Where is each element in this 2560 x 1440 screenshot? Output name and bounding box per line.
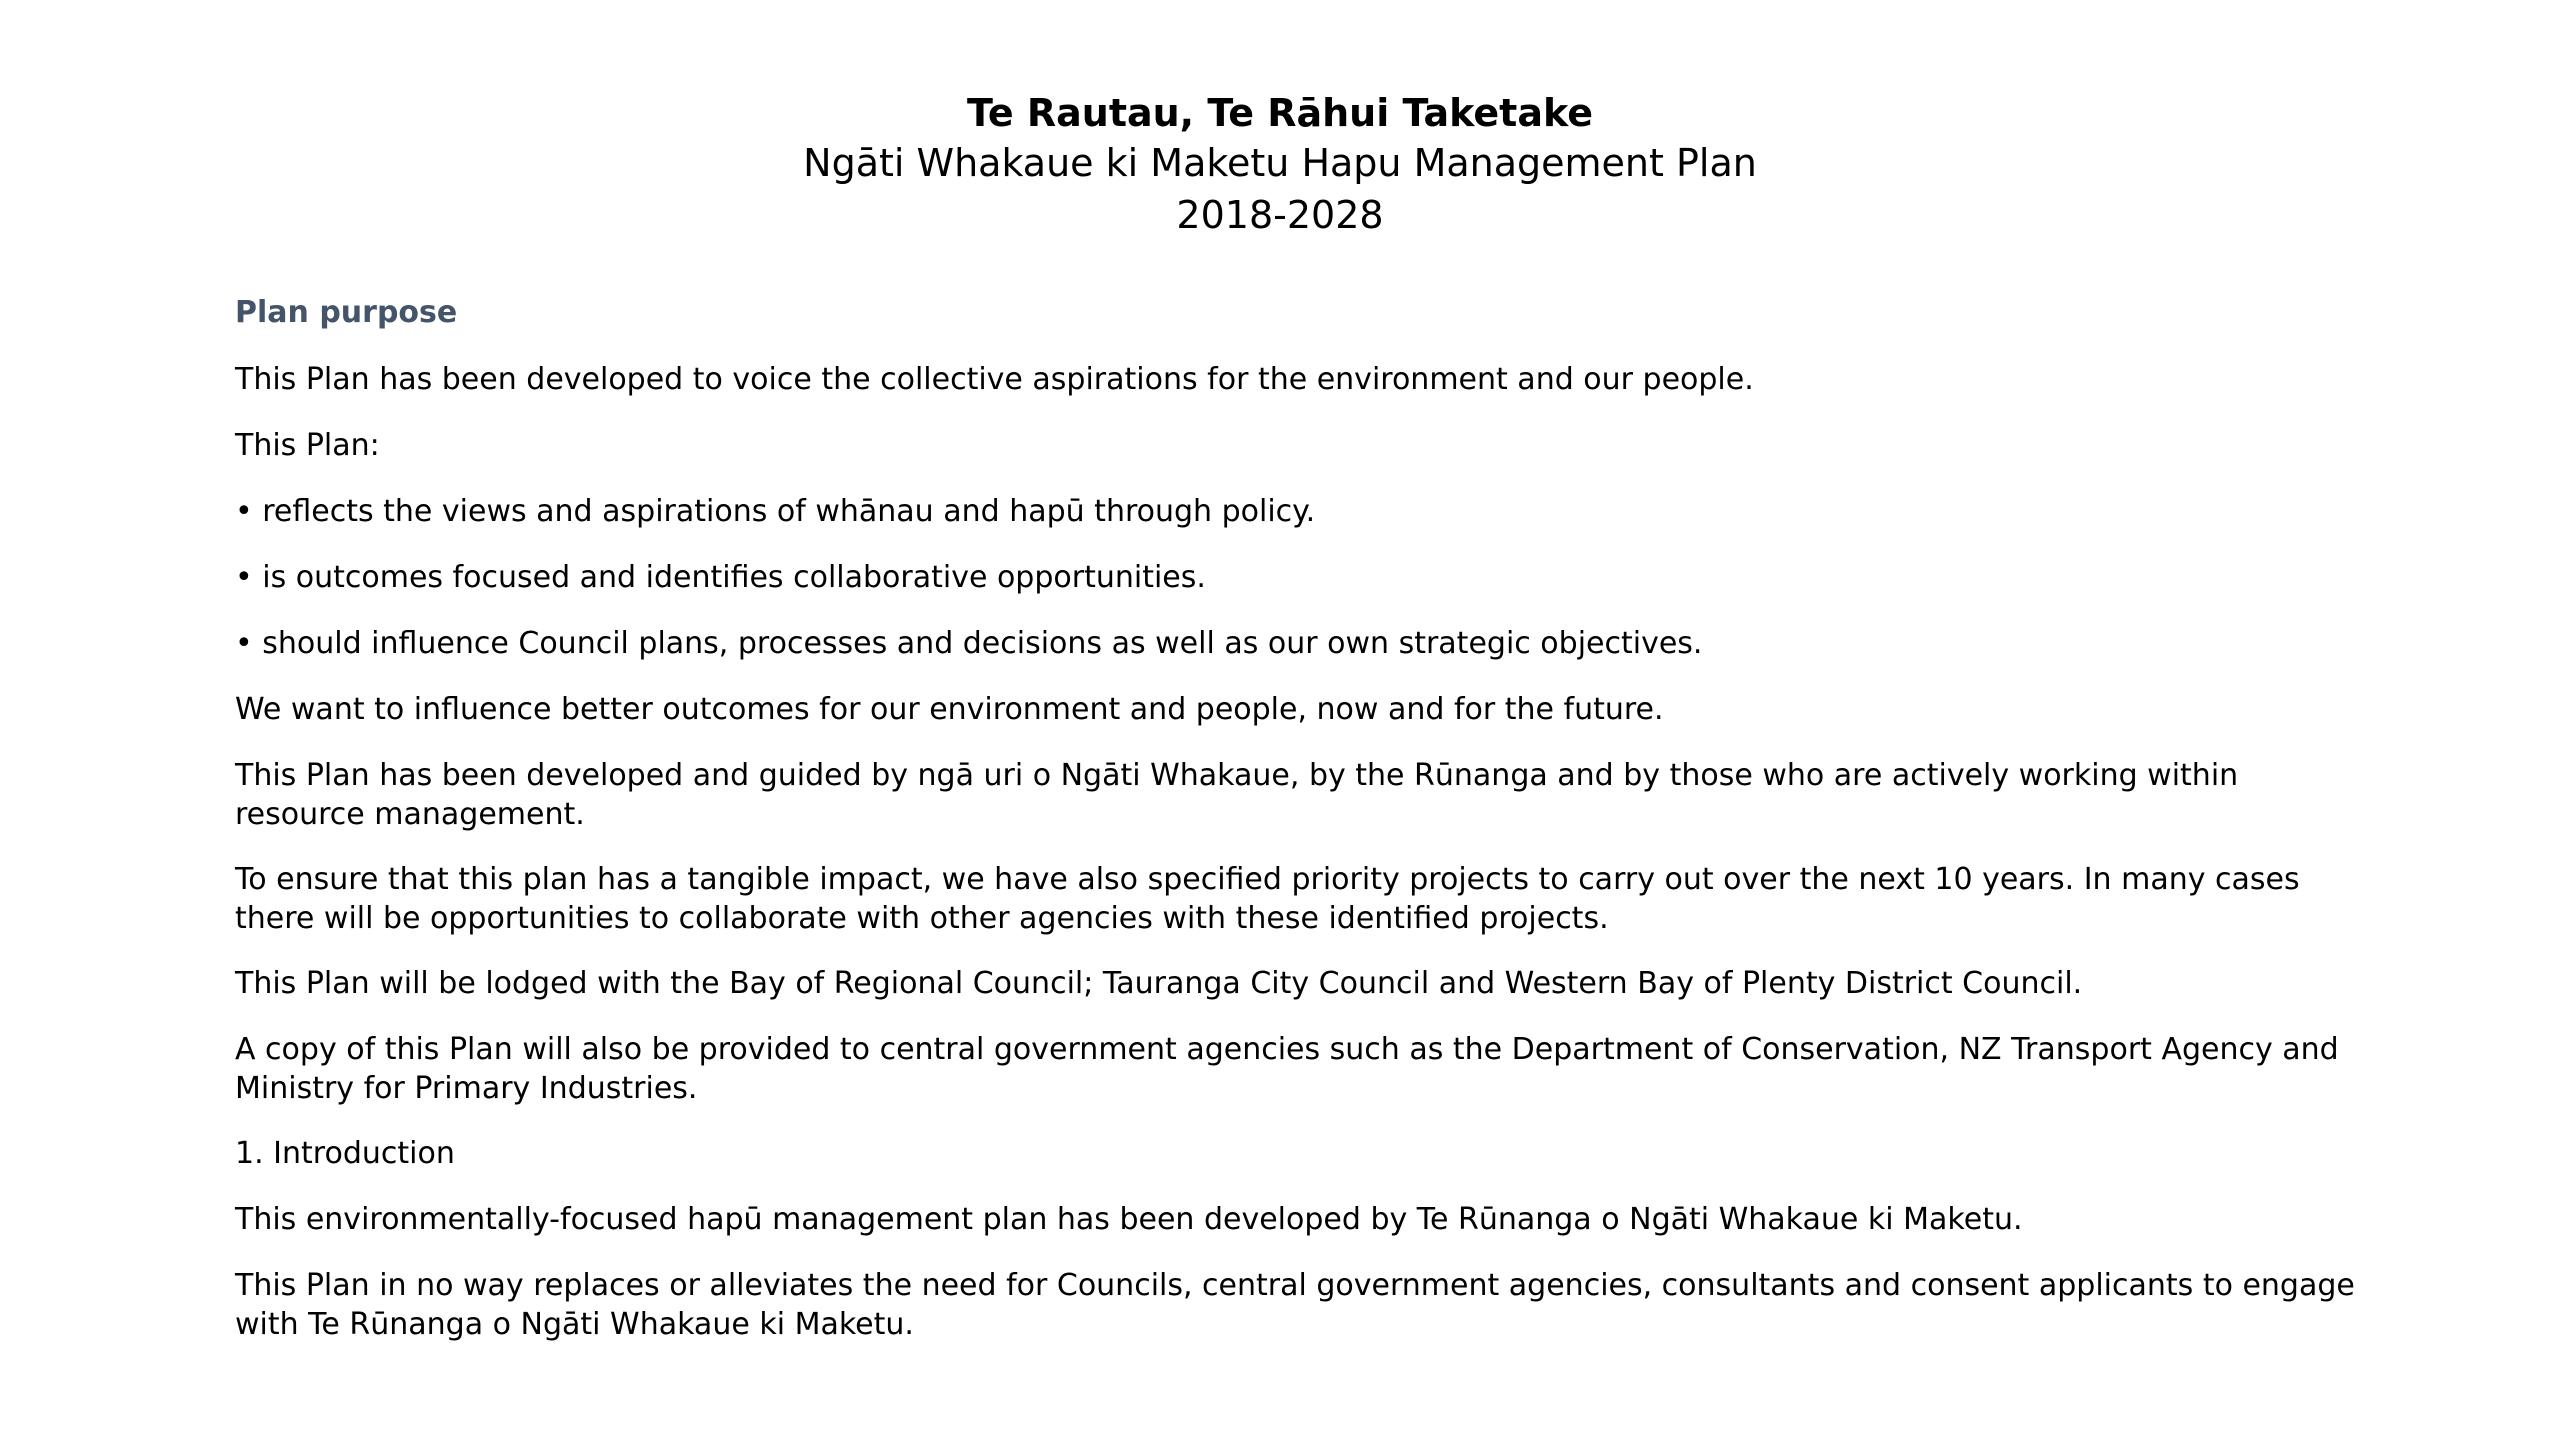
paragraph-tangible-impact: To ensure that this plan has a tangible impact, we have also specified priority projects to carry out over the next 10 years. In many cases there will be opportunities to collaborate with other agencies with these identified projects. <box>235 862 2300 936</box>
bullet-item: • is outcomes focused and identifies collaborative opportunities. <box>235 558 2375 597</box>
paragraph-copy-provided: A copy of this Plan will also be provided to central government agencies such as the Department of Conservation, NZ Transport Agency and Ministry for Primary Industries. <box>235 1032 2339 1106</box>
bullet-item: • should influence Council plans, processes and decisions as well as our own strategic objectives. <box>235 624 2375 663</box>
document-header <box>0 90 2560 240</box>
section-heading-introduction: 1. Introduction <box>235 1136 455 1171</box>
section-heading-plan-purpose: Plan purpose <box>235 295 458 330</box>
bullet-item: • reflects the views and aspirations of whānau and hapū through policy. <box>235 492 2375 531</box>
paragraph-this-plan: This Plan: <box>235 428 380 463</box>
paragraph-purpose: This Plan has been developed to voice the collective aspirations for the environment and our people. <box>235 362 1754 397</box>
paragraph-guided-by: This Plan has been developed and guided by ngā uri o Ngāti Whakaue, by the Rūnanga and by those who are actively working within resource management. <box>235 758 2239 832</box>
document-title: Te Rautau, Te Rāhui Taketake <box>966 91 1594 135</box>
document-body <box>235 294 2375 1371</box>
paragraph-introduction: This environmentally-focused hapū management plan has been developed by Te Rūnanga o Ngāti Whakaue ki Maketu. <box>235 1202 2023 1237</box>
document-years: 2018-2028 <box>1176 193 1384 237</box>
document-subtitle: Ngāti Whakaue ki Maketu Hapu Management Plan <box>803 141 1757 185</box>
paragraph-influence: We want to influence better outcomes for our environment and people, now and for the future. <box>235 692 1664 727</box>
paragraph-engagement: This Plan in no way replaces or alleviates the need for Councils, central government agencies, consultants and consent applicants to engage with Te Rūnanga o Ngāti Whakaue ki Maketu. <box>235 1268 2355 1342</box>
paragraph-lodged-with: This Plan will be lodged with the Bay of Regional Council; Tauranga City Council and Western Bay of Plenty District Council. <box>235 966 2083 1001</box>
